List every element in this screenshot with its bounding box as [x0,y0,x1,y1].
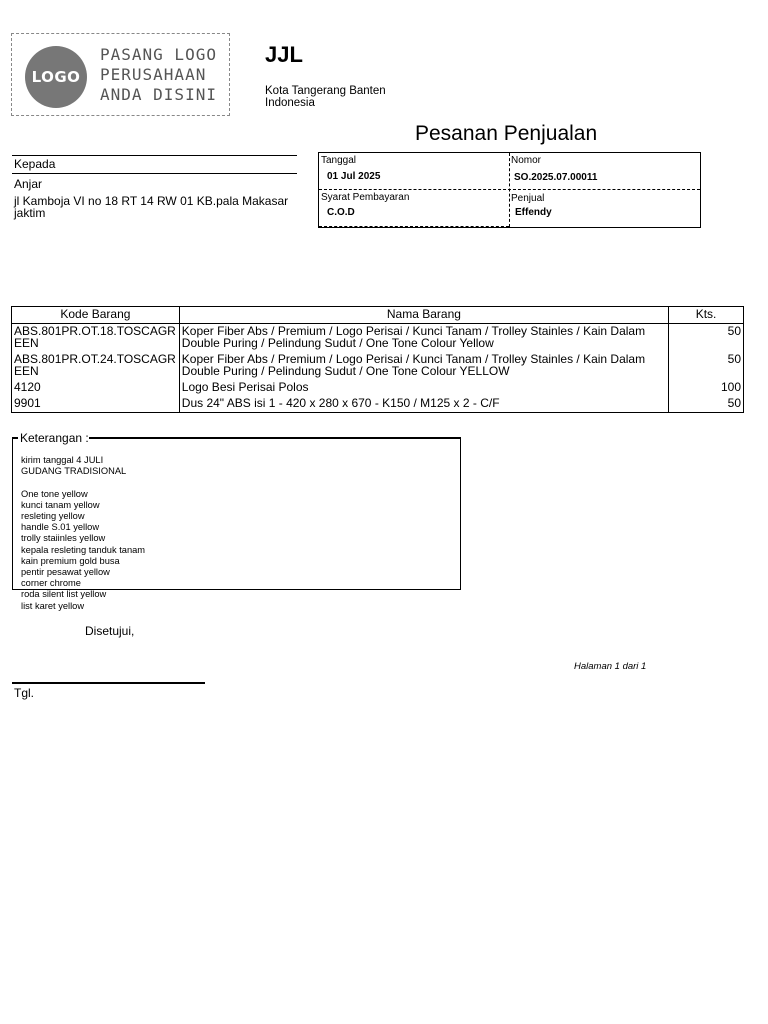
items-table [11,306,744,413]
notes-box-border [12,437,18,439]
date-label: Tanggal [321,155,357,166]
notes-line: kirim tanggal 4 JULI [21,455,104,465]
seller-value: Effendy [515,207,552,218]
column-header-qty: Kts. [669,307,744,324]
signature-line [12,682,205,684]
company-name: JJL [265,42,303,67]
notes-line: list karet yellow [21,600,85,611]
seller-label: Penjual [511,193,545,204]
notes-line: One tone yellow [21,488,88,499]
payment-terms-value: C.O.D [327,207,355,218]
recipient-label: Kepada [14,157,56,171]
logo-caption-line: PERUSAHAAN [100,65,207,84]
number-value: SO.2025.07.00011 [514,172,598,183]
item-qty: 50 [669,324,744,353]
logo-placeholder [11,33,230,116]
logo-caption-line: ANDA DISINI [100,85,217,104]
notes-line: corner chrome [21,578,81,589]
table-row [12,324,744,353]
divider [12,155,297,156]
item-qty: 50 [669,352,744,380]
notes-line: GUDANG TRADISIONAL [21,466,127,477]
item-qty: 50 [669,396,744,413]
notes-line: roda silent list yellow [21,589,107,600]
divider [319,189,700,190]
document-title: Pesanan Penjualan [415,122,598,145]
item-name: Logo Besi Perisai Polos [179,380,668,396]
item-code: 4120 [12,380,180,396]
column-header-name: Nama Barang [179,307,668,324]
notes-line: kain premium gold busa [21,555,120,566]
divider [509,153,510,227]
order-info-box [318,152,701,228]
item-qty: 100 [669,380,744,396]
column-header-code: Kode Barang [12,307,180,324]
date-value: 01 Jul 2025 [327,171,381,182]
recipient-address: jl Kamboja VI no 18 RT 14 RW 01 KB.pala Makasar jaktim [14,194,289,220]
notes-title: Keterangan : [20,431,89,445]
item-code: 9901 [12,396,180,413]
recipient-name: Anjar [14,177,43,191]
notes-line: kepala resleting tanduk tanam [21,544,146,555]
table-row [12,352,744,380]
notes-line: handle S.01 yellow [21,522,100,533]
notes-line: pentir pesawat yellow [21,567,110,578]
logo-caption [100,45,217,105]
table-header-row [12,307,744,324]
page-number: Halaman 1 dari 1 [574,661,647,672]
number-label: Nomor [511,155,542,166]
item-name: Koper Fiber Abs / Premium / Logo Perisai / Kunci Tanam / Trolley Stainles / Kain Dalam Double Puring / Pelindung Sudut / One Tone Colour Yellow [179,324,668,353]
table-row [12,380,744,396]
logo-circle: LOGO [25,46,87,108]
table-row [12,396,744,413]
item-code: ABS.801PR.OT.24.TOSCAGREEN [12,352,180,380]
company-address-line1: Kota Tangerang Banten [265,85,386,97]
divider [319,226,509,227]
notes-box-border [88,437,461,439]
notes-content [21,455,145,612]
item-name: Dus 24" ABS isi 1 - 420 x 280 x 670 - K150 / M125 x 2 - C/F [179,396,668,413]
logo-caption-line: PASANG LOGO [100,45,217,64]
divider [12,173,297,174]
item-code: ABS.801PR.OT.18.TOSCAGREEN [12,324,180,353]
payment-terms-label: Syarat Pembayaran [321,192,410,203]
notes-line: trolly staiinles yellow [21,533,106,544]
notes-line: kunci tanam yellow [21,499,100,510]
notes-line: resleting yellow [21,511,85,522]
company-address-line2: Indonesia [265,97,315,109]
notes-line [21,477,145,488]
item-name: Koper Fiber Abs / Premium / Logo Perisai / Kunci Tanam / Trolley Stainles / Kain Dalam Double Puring / Pelindung Sudut / One Tone Colour YELLOW [179,352,668,380]
approval-label: Disetujui, [85,624,135,638]
date-footer-label: Tgl. [14,686,35,700]
